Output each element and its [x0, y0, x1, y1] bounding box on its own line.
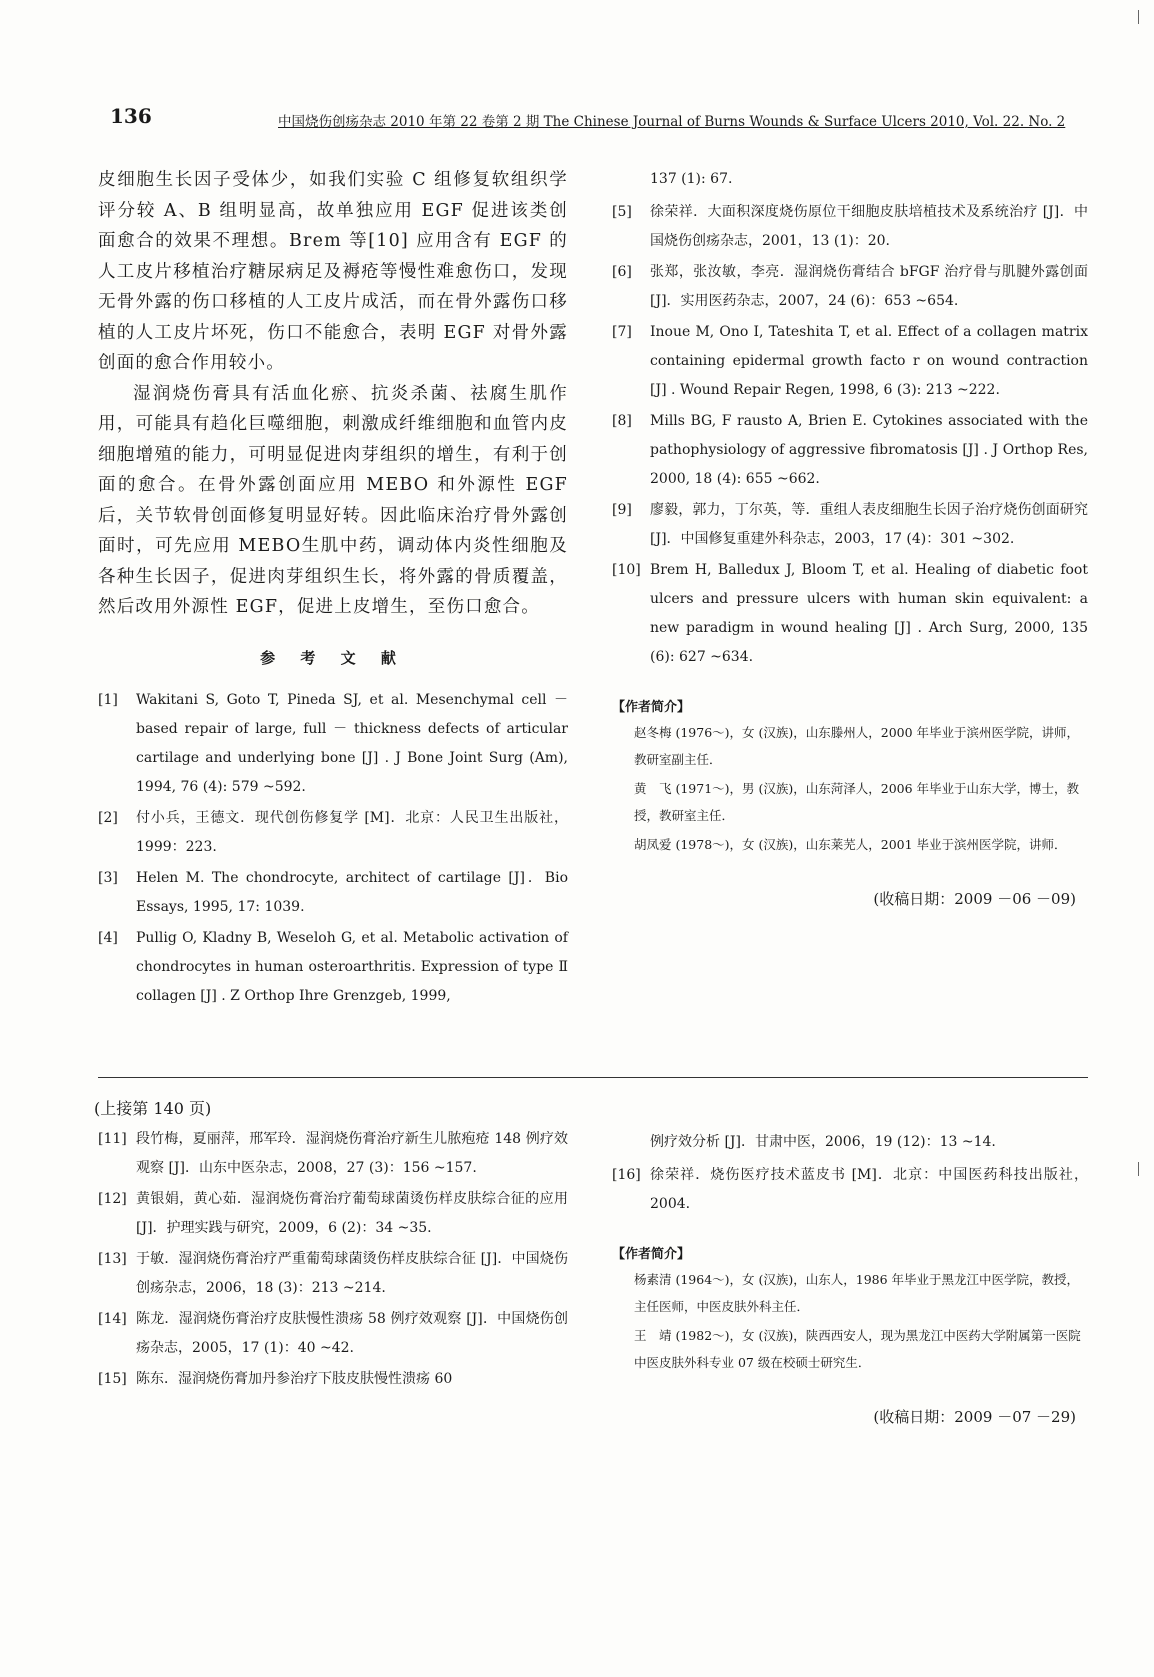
reference-text: Inoue M, Ono I, Tateshita T, et al. Effect of a collagen matrix containing epidermal growth facto r on wound contraction [J] . Wound Repair Regen, 1998, 6 (3): 213 ~222.	[650, 324, 1088, 398]
scan-mark	[1138, 1162, 1139, 1176]
reference-item	[98, 686, 568, 802]
lower-right-column	[612, 1128, 1088, 1427]
reference-item	[612, 1161, 1088, 1219]
reference-number: [9]	[612, 502, 632, 518]
author-bio: 王 靖 (1982～)，女 (汉族)，陕西西安人，现为黑龙江中医药大学附属第一医院中医皮肤外科专业 07 级在校硕士研究生．	[634, 1328, 1081, 1370]
reference-number: [11]	[98, 1131, 127, 1147]
upper-left-column	[98, 165, 568, 1013]
reference-number: [13]	[98, 1251, 127, 1267]
reference-text: Brem H, Balledux J, Bloom T, et al. Healing of diabetic foot ulcers and pressure ulcers with human skin equivalent: a new paradigm in wound healing [J] . Arch Surg, 2000, 135 (6): 627 ~634.	[650, 562, 1088, 665]
reference-item	[612, 318, 1088, 405]
author-info-heading: 【作者简介】	[612, 700, 691, 715]
reference-number: [3]	[98, 869, 118, 886]
reference-text: 廖毅，郭力，丁尔英，等．重组人表皮细胞生长因子治疗烧伤创面研究 [J]．中国修复重建外科杂志，2003，17 (4)：301 ~302.	[650, 502, 1088, 547]
reference-item	[612, 198, 1088, 256]
reference-item	[98, 1365, 568, 1394]
author-bio: 赵冬梅 (1976～)，女 (汉族)，山东滕州人，2000 年毕业于滨州医学院，讲师，教研室副主任．	[634, 725, 1080, 767]
author-bio: 黄 飞 (1971～)，男 (汉族)，山东菏泽人，2006 年毕业于山东大学，博士，教授，教研室主任．	[634, 781, 1080, 823]
scan-mark	[1138, 10, 1139, 24]
reference-text: 于敏．湿润烧伤膏治疗严重葡萄球菌烫伤样皮肤综合征 [J]．中国烧伤创疡杂志，2006，18 (3)：213 ~214.	[136, 1251, 568, 1296]
running-head: 中国烧伤创疡杂志 2010 年第 22 卷第 2 期 The Chinese Journal of Burns Wounds & Surface Ulcers 2010, Vol. 22. No. 2	[278, 114, 1066, 130]
author-info-heading: 【作者简介】	[612, 1247, 691, 1262]
page-number: 136	[110, 104, 152, 128]
reference-item	[98, 1305, 568, 1363]
reference-text: 黄银娟，黄心茹．湿润烧伤膏治疗葡萄球菌烫伤样皮肤综合征的应用 [J]．护理实践与研究，2009，6 (2)：34 ~35.	[136, 1191, 568, 1236]
reference-text: Helen M. The chondrocyte, architect of cartilage [J]．Bio Essays, 1995, 17: 1039.	[136, 869, 568, 915]
author-bio: 杨素清 (1964～)，女 (汉族)，山东人，1986 年毕业于黑龙江中医学院，教授，主任医师，中医皮肤外科主任．	[634, 1272, 1080, 1314]
body-paragraph: 皮细胞生长因子受体少，如我们实验 C 组修复软组织学评分较 A、B 组明显高，故单独应用 EGF 促进该类创面愈合的效果不理想。Brem 等[10] 应用含有 EGF 的人工皮片移植治疗糖尿病足及褥疮等慢性难愈伤口，发现无骨外露的伤口移植的人工皮片成活，而在骨外露伤口移植的人工皮片坏死，伤口不能愈合，表明 EGF 对骨外露创面的愈合作用较小。	[98, 170, 568, 373]
reference-number: [1]	[98, 691, 118, 708]
reference-text: 张郑，张汝敏，李亮．湿润烧伤膏结合 bFGF 治疗骨与肌腱外露创面 [J]．实用医药杂志，2007，24 (6)：653 ~654.	[650, 264, 1088, 309]
received-date: (收稿日期：2009 －06 －09)	[873, 890, 1076, 908]
reference-item	[98, 1245, 568, 1303]
reference-number: [7]	[612, 324, 632, 340]
reference-number: [15]	[98, 1371, 127, 1387]
reference-item	[98, 864, 568, 922]
reference-item	[612, 556, 1088, 672]
reference-number: [16]	[612, 1167, 641, 1183]
reference-continuation: 137 (1): 67.	[650, 171, 733, 187]
references-title: 参 考 文 献	[260, 648, 406, 667]
reference-number: [8]	[612, 413, 632, 429]
reference-text: 陈龙．湿润烧伤膏治疗皮肤慢性溃疡 58 例疗效观察 [J]．中国烧伤创疡杂志，2005，17 (1)：40 ~42.	[136, 1311, 568, 1356]
continued-from-label: (上接第 140 页)	[94, 1099, 212, 1118]
reference-number: [14]	[98, 1311, 127, 1327]
reference-text: 陈东．湿润烧伤膏加丹参治疗下肢皮肤慢性溃疡 60	[136, 1371, 453, 1387]
lower-left-column	[98, 1125, 568, 1396]
reference-item	[612, 407, 1088, 494]
reference-text: 徐荣祥．大面积深度烧伤原位干细胞皮肤培植技术及系统治疗 [J]．中国烧伤创疡杂志，2001，13 (1)：20.	[650, 204, 1088, 249]
author-bio: 胡凤爱 (1978～)，女 (汉族)，山东莱芜人，2001 毕业于滨州医学院，讲师．	[634, 837, 1067, 852]
reference-item	[98, 804, 568, 862]
reference-item	[98, 924, 568, 1011]
reference-item	[612, 496, 1088, 554]
section-divider	[98, 1077, 1088, 1078]
reference-number: [2]	[98, 809, 118, 826]
received-date: (收稿日期：2009 －07 －29)	[873, 1408, 1076, 1426]
reference-item	[98, 1185, 568, 1243]
reference-text: Mills BG, F rausto A, Brien E. Cytokines associated with the pathophysiology of aggressive fibromatosis [J] . J Orthop Res, 2000, 18 (4): 655 ~662.	[650, 413, 1088, 487]
upper-right-column	[612, 165, 1088, 909]
reference-text: Pullig O, Kladny B, Weseloh G, et al. Metabolic activation of chondrocytes in human osteroarthritis. Expression of type Ⅱ collagen [J] . Z Orthop Ihre Grenzgeb, 1999,	[136, 929, 568, 1004]
reference-text: Wakitani S, Goto T, Pineda SJ, et al. Mesenchymal cell －based repair of large, full － thickness defects of articular cartilage and underlying bone [J] . J Bone Joint Surg (Am), 1994, 76 (4): 579 ~592.	[136, 691, 568, 795]
reference-number: [5]	[612, 204, 632, 220]
reference-text: 段竹梅，夏丽萍，邢军玲．湿润烧伤膏治疗新生儿脓疱疮 148 例疗效观察 [J]．山东中医杂志，2008，27 (3)：156 ~157.	[136, 1131, 568, 1176]
reference-text: 徐荣祥．烧伤医疗技术蓝皮书 [M]．北京：中国医药科技出版社，2004.	[650, 1167, 1088, 1212]
reference-number: [4]	[98, 929, 118, 946]
reference-continuation: 例疗效分析 [J]．甘肃中医，2006，19 (12)：13 ~14.	[650, 1134, 996, 1150]
reference-text: 付小兵，王德文．现代创伤修复学 [M]．北京：人民卫生出版社，1999：223.	[136, 809, 568, 855]
reference-number: [6]	[612, 264, 632, 280]
reference-item	[612, 258, 1088, 316]
reference-item	[98, 1125, 568, 1183]
reference-number: [10]	[612, 562, 641, 578]
reference-number: [12]	[98, 1191, 127, 1207]
body-paragraph: 湿润烧伤膏具有活血化瘀、抗炎杀菌、祛腐生肌作用，可能具有趋化巨噬细胞，刺激成纤维细胞和血管内皮细胞增殖的能力，可明显促进肉芽组织的增生，有利于创面的愈合。在骨外露创面应用 MEBO 和外源性 EGF 后，关节软骨创面修复明显好转。因此临床治疗骨外露创面时，可先应用 MEBO生肌中药，调动体内炎性细胞及各种生长因子，促进肉芽组织生长，将外露的骨质覆盖，然后改用外源性 EGF，促进上皮增生，至伤口愈合。	[98, 383, 568, 617]
